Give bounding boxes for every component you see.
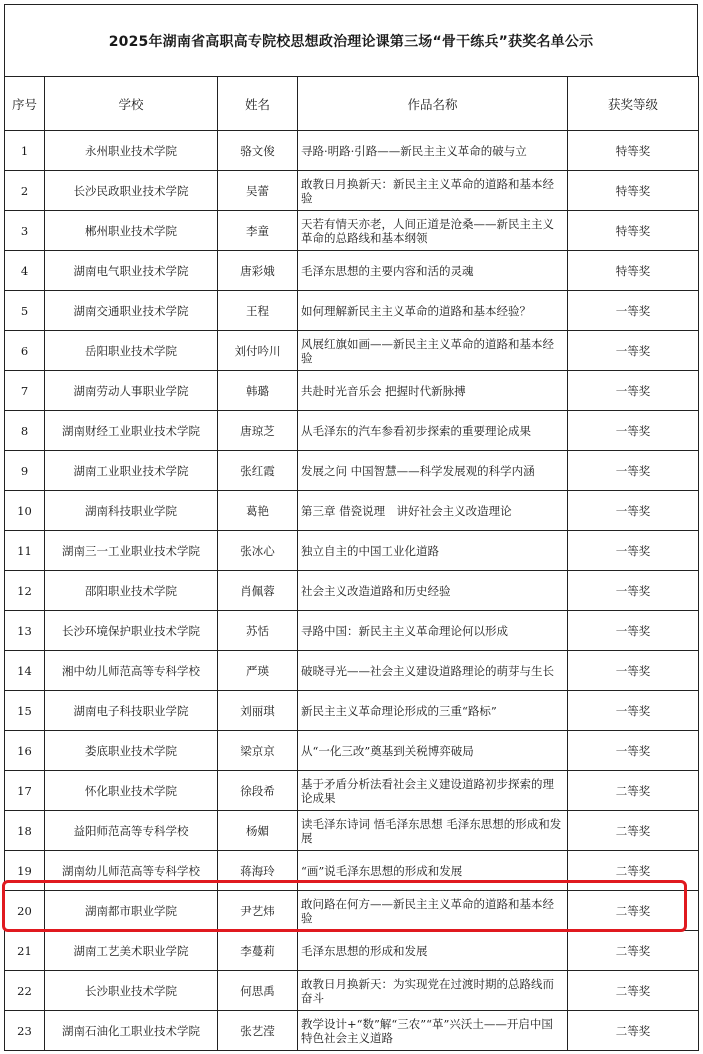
cell-award: 一等奖 [568, 291, 699, 331]
cell-work: 从毛泽东的汽车参看初步探索的重要理论成果 [298, 411, 568, 451]
table-row [5, 531, 699, 571]
table-row [5, 491, 699, 531]
table-row [5, 811, 699, 851]
cell-award: 一等奖 [568, 371, 699, 411]
table-row [5, 851, 699, 891]
cell-work: 天若有情天亦老，人间正道是沧桑——新民主主义革命的总路线和基本纲领 [298, 211, 568, 251]
cell-number: 22 [5, 971, 45, 1011]
table-row [5, 331, 699, 371]
cell-school: 郴州职业技术学院 [45, 211, 218, 251]
cell-work: 如何理解新民主主义革命的道路和基本经验？ [298, 291, 568, 331]
cell-number: 17 [5, 771, 45, 811]
cell-number: 14 [5, 651, 45, 691]
cell-number: 21 [5, 931, 45, 971]
cell-name: 肖佩蓉 [218, 571, 298, 611]
cell-award: 一等奖 [568, 491, 699, 531]
cell-number: 13 [5, 611, 45, 651]
cell-award: 一等奖 [568, 331, 699, 371]
cell-award: 一等奖 [568, 531, 699, 571]
cell-school: 湖南电子科技职业学院 [45, 691, 218, 731]
table-row [5, 251, 699, 291]
table-row [5, 611, 699, 651]
cell-name: 张红霞 [218, 451, 298, 491]
cell-school: 邵阳职业技术学院 [45, 571, 218, 611]
cell-award: 二等奖 [568, 971, 699, 1011]
cell-name: 杨媚 [218, 811, 298, 851]
table-row [5, 1011, 699, 1051]
cell-school: 湖南工艺美术职业学院 [45, 931, 218, 971]
cell-school: 长沙环境保护职业技术学院 [45, 611, 218, 651]
table-row [5, 571, 699, 611]
table-row [5, 931, 699, 971]
document-title: 2025年湖南省高职高专院校思想政治理论课第三场“骨干练兵”获奖名单公示 [4, 4, 698, 76]
cell-award: 特等奖 [568, 171, 699, 211]
cell-number: 15 [5, 691, 45, 731]
header-school: 学校 [45, 77, 218, 131]
cell-number: 23 [5, 1011, 45, 1051]
cell-school: 湘中幼儿师范高等专科学校 [45, 651, 218, 691]
cell-award: 一等奖 [568, 691, 699, 731]
cell-number: 7 [5, 371, 45, 411]
cell-work: 寻路中国：新民主主义革命理论何以形成 [298, 611, 568, 651]
cell-name: 苏恬 [218, 611, 298, 651]
cell-school: 湖南幼儿师范高等专科学校 [45, 851, 218, 891]
cell-name: 葛艳 [218, 491, 298, 531]
cell-school: 长沙民政职业技术学院 [45, 171, 218, 211]
cell-work: 教学设计+“数”解“三农”“革”兴沃土——开启中国特色社会主义道路 [298, 1011, 568, 1051]
cell-work: 敢教日月换新天：新民主主义革命的道路和基本经验 [298, 171, 568, 211]
table-row [5, 411, 699, 451]
cell-number: 3 [5, 211, 45, 251]
cell-award: 一等奖 [568, 651, 699, 691]
cell-school: 怀化职业技术学院 [45, 771, 218, 811]
header-number: 序号 [5, 77, 45, 131]
table-row [5, 971, 699, 1011]
cell-school: 湖南石油化工职业技术学院 [45, 1011, 218, 1051]
header-work: 作品名称 [298, 77, 568, 131]
cell-school: 湖南科技职业学院 [45, 491, 218, 531]
table-row [5, 731, 699, 771]
cell-work: 敢问路在何方——新民主主义革命的道路和基本经验 [298, 891, 568, 931]
cell-number: 18 [5, 811, 45, 851]
cell-work: “画”说毛泽东思想的形成和发展 [298, 851, 568, 891]
cell-number: 8 [5, 411, 45, 451]
table-row [5, 891, 699, 931]
cell-work: 基于矛盾分析法看社会主义建设道路初步探索的理论成果 [298, 771, 568, 811]
cell-number: 6 [5, 331, 45, 371]
cell-name: 严瑛 [218, 651, 298, 691]
cell-work: 敢教日月换新天：为实现党在过渡时期的总路线而奋斗 [298, 971, 568, 1011]
cell-school: 湖南财经工业职业技术学院 [45, 411, 218, 451]
cell-number: 12 [5, 571, 45, 611]
cell-award: 特等奖 [568, 211, 699, 251]
cell-name: 徐段希 [218, 771, 298, 811]
table-row [5, 691, 699, 731]
cell-name: 张冰心 [218, 531, 298, 571]
cell-school: 湖南交通职业技术学院 [45, 291, 218, 331]
cell-name: 刘付吟川 [218, 331, 298, 371]
cell-award: 一等奖 [568, 611, 699, 651]
table-row [5, 451, 699, 491]
cell-work: 第三章 借瓷说理 讲好社会主义改造理论 [298, 491, 568, 531]
cell-work: 毛泽东思想的主要内容和活的灵魂 [298, 251, 568, 291]
cell-number: 1 [5, 131, 45, 171]
cell-award: 特等奖 [568, 251, 699, 291]
table-row [5, 291, 699, 331]
cell-school: 湖南电气职业技术学院 [45, 251, 218, 291]
cell-name: 李蔓莉 [218, 931, 298, 971]
cell-name: 何思禹 [218, 971, 298, 1011]
cell-school: 永州职业技术学院 [45, 131, 218, 171]
cell-award: 特等奖 [568, 131, 699, 171]
cell-work: 发展之问 中国智慧——科学发展观的科学内涵 [298, 451, 568, 491]
cell-number: 19 [5, 851, 45, 891]
table-row [5, 211, 699, 251]
table-header-row [5, 77, 699, 131]
cell-award: 一等奖 [568, 571, 699, 611]
cell-school: 湖南三一工业职业技术学院 [45, 531, 218, 571]
cell-work: 风展红旗如画——新民主主义革命的道路和基本经验 [298, 331, 568, 371]
cell-name: 李童 [218, 211, 298, 251]
cell-name: 梁京京 [218, 731, 298, 771]
cell-award: 二等奖 [568, 931, 699, 971]
cell-name: 张艺滢 [218, 1011, 298, 1051]
cell-school: 长沙职业技术学院 [45, 971, 218, 1011]
table-row [5, 371, 699, 411]
cell-name: 唐彩娥 [218, 251, 298, 291]
cell-award: 一等奖 [568, 411, 699, 451]
cell-number: 20 [5, 891, 45, 931]
cell-number: 5 [5, 291, 45, 331]
header-award: 获奖等级 [568, 77, 699, 131]
cell-number: 16 [5, 731, 45, 771]
cell-name: 王程 [218, 291, 298, 331]
cell-name: 尹艺炜 [218, 891, 298, 931]
cell-school: 湖南劳动人事职业学院 [45, 371, 218, 411]
cell-number: 2 [5, 171, 45, 211]
cell-work: 新民主主义革命理论形成的三重“路标” [298, 691, 568, 731]
cell-school: 娄底职业技术学院 [45, 731, 218, 771]
header-name: 姓名 [218, 77, 298, 131]
cell-award: 一等奖 [568, 451, 699, 491]
cell-work: 从“一化三改”奠基到关税博弈破局 [298, 731, 568, 771]
cell-school: 岳阳职业技术学院 [45, 331, 218, 371]
award-table [4, 76, 699, 1051]
cell-work: 独立自主的中国工业化道路 [298, 531, 568, 571]
cell-number: 9 [5, 451, 45, 491]
cell-name: 韩璐 [218, 371, 298, 411]
cell-award: 二等奖 [568, 891, 699, 931]
cell-work: 毛泽东思想的形成和发展 [298, 931, 568, 971]
cell-school: 湖南都市职业学院 [45, 891, 218, 931]
cell-work: 社会主义改造道路和历史经验 [298, 571, 568, 611]
cell-school: 益阳师范高等专科学校 [45, 811, 218, 851]
cell-number: 10 [5, 491, 45, 531]
cell-award: 二等奖 [568, 771, 699, 811]
cell-award: 二等奖 [568, 811, 699, 851]
cell-work: 破晓寻光——社会主义建设道路理论的萌芽与生长 [298, 651, 568, 691]
cell-number: 11 [5, 531, 45, 571]
table-row [5, 131, 699, 171]
cell-award: 二等奖 [568, 851, 699, 891]
cell-award: 一等奖 [568, 731, 699, 771]
cell-work: 寻路·明路·引路——新民主主义革命的破与立 [298, 131, 568, 171]
cell-name: 唐琼芝 [218, 411, 298, 451]
award-list-sheet [4, 4, 698, 1051]
cell-work: 读毛泽东诗词 悟毛泽东思想 毛泽东思想的形成和发展 [298, 811, 568, 851]
cell-name: 刘丽琪 [218, 691, 298, 731]
cell-name: 蒋海玲 [218, 851, 298, 891]
cell-number: 4 [5, 251, 45, 291]
cell-work: 共赴时光音乐会 把握时代新脉搏 [298, 371, 568, 411]
table-row [5, 651, 699, 691]
table-row [5, 771, 699, 811]
cell-award: 二等奖 [568, 1011, 699, 1051]
table-row [5, 171, 699, 211]
cell-name: 吴蕾 [218, 171, 298, 211]
cell-school: 湖南工业职业技术学院 [45, 451, 218, 491]
cell-name: 骆文俊 [218, 131, 298, 171]
